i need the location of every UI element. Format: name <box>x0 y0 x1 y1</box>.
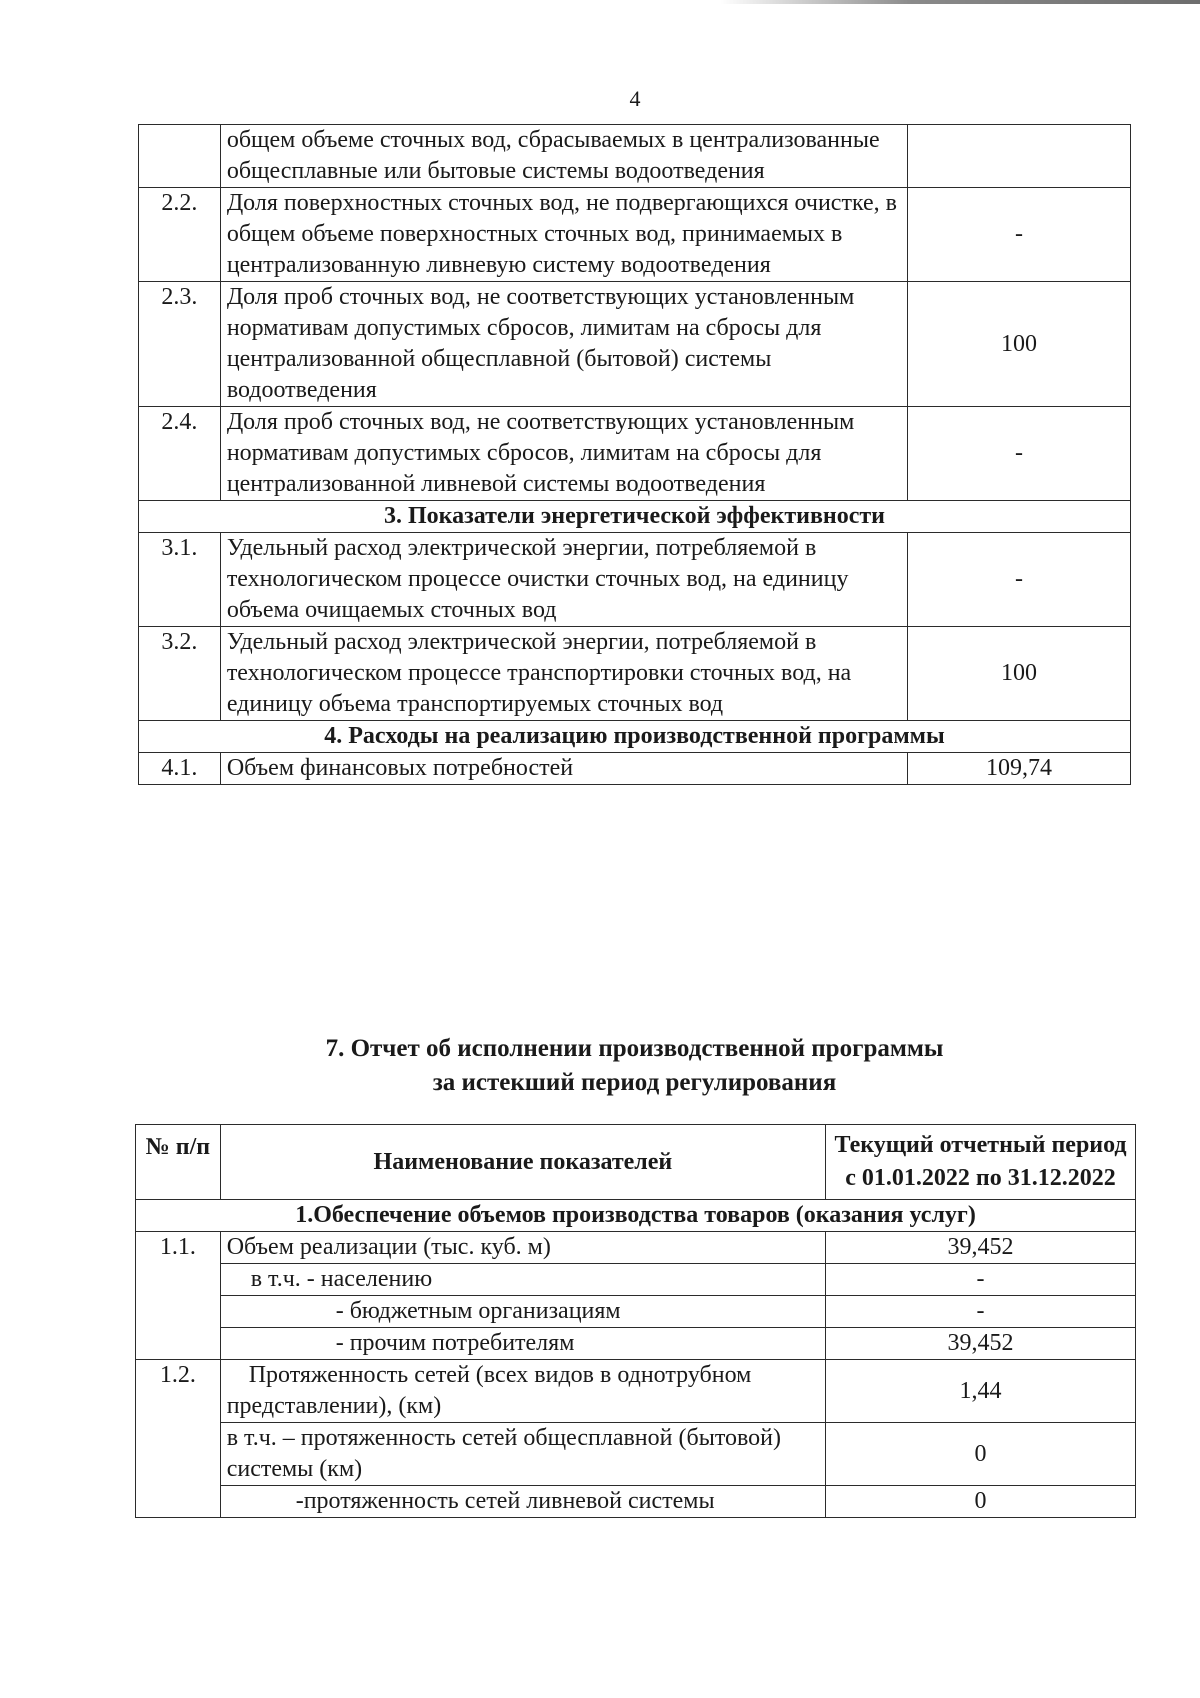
row-value: 100 <box>908 627 1131 721</box>
row-name: Объем реализации (тыс. куб. м) <box>220 1232 825 1264</box>
section-title: 4. Расходы на реализацию производственной программы <box>139 721 1131 753</box>
table-row <box>139 125 1131 188</box>
row-number: 2.4. <box>139 407 221 501</box>
section-row <box>136 1200 1136 1232</box>
table-row <box>136 1328 1136 1360</box>
row-name: Протяженность сетей (всех видов в однотрубном представлении), (км) <box>220 1360 825 1423</box>
row-number: 1.2. <box>136 1360 221 1518</box>
row-value: - <box>826 1264 1136 1296</box>
row-value: 100 <box>908 282 1131 407</box>
row-number: 4.1. <box>139 753 221 785</box>
row-value: 0 <box>826 1486 1136 1518</box>
row-name: Доля проб сточных вод, не соответствующих установленным нормативам допустимых сбросов, лимитам на сбросы для централизованной общесплавной (бытовой) системы водоотведения <box>220 282 907 407</box>
section-row <box>139 501 1131 533</box>
scan-edge-mark <box>720 0 1200 4</box>
table-row <box>136 1486 1136 1518</box>
row-value: - <box>908 188 1131 282</box>
table-row <box>136 1296 1136 1328</box>
table-row <box>139 407 1131 501</box>
header-number: № п/п <box>136 1125 221 1200</box>
row-value <box>908 125 1131 188</box>
table-row <box>136 1264 1136 1296</box>
page-number: 4 <box>629 86 641 111</box>
row-value: 109,74 <box>908 753 1131 785</box>
header-period: Текущий отчетный период с 01.01.2022 по 31.12.2022 <box>826 1125 1136 1200</box>
row-value: 39,452 <box>826 1328 1136 1360</box>
row-value: 39,452 <box>826 1232 1136 1264</box>
header-row <box>136 1125 1136 1200</box>
report-table <box>135 1124 1136 1518</box>
row-number: 2.2. <box>139 188 221 282</box>
table-row <box>136 1423 1136 1486</box>
row-number: 3.2. <box>139 627 221 721</box>
row-name: - бюджетным организациям <box>220 1296 825 1328</box>
row-name: Объем финансовых потребностей <box>220 753 907 785</box>
row-value: 1,44 <box>826 1360 1136 1423</box>
table-row <box>136 1232 1136 1264</box>
header-name: Наименование показателей <box>220 1125 825 1200</box>
row-name: -протяженность сетей ливневой системы <box>220 1486 825 1518</box>
table-row <box>139 188 1131 282</box>
row-name: Удельный расход электрической энергии, потребляемой в технологическом процессе очистки сточных вод, на единицу объема очищаемых сточных вод <box>220 533 907 627</box>
table-row <box>139 282 1131 407</box>
row-name: Доля поверхностных сточных вод, не подвергающихся очистке, в общем объеме поверхностных сточных вод, принимаемых в централизованную ливневую систему водоотведения <box>220 188 907 282</box>
section-7-heading <box>138 1032 1131 1100</box>
section-title: 3. Показатели энергетической эффективности <box>139 501 1131 533</box>
heading-line: за истекший период регулирования <box>432 1069 837 1096</box>
section-row <box>139 721 1131 753</box>
row-value: - <box>908 533 1131 627</box>
table-row <box>139 627 1131 721</box>
table-row <box>139 753 1131 785</box>
table-row <box>136 1360 1136 1423</box>
row-name: общем объеме сточных вод, сбрасываемых в централизованные общесплавные или бытовые системы водоотведения <box>220 125 907 188</box>
heading-line: 7. Отчет об исполнении производственной программы <box>325 1035 944 1062</box>
row-name: в т.ч. - населению <box>220 1264 825 1296</box>
row-name: Удельный расход электрической энергии, потребляемой в технологическом процессе транспортировки сточных вод, на единицу объема транспортируемых сточных вод <box>220 627 907 721</box>
section-title: 1.Обеспечение объемов производства товаров (оказания услуг) <box>136 1200 1136 1232</box>
row-name: - прочим потребителям <box>220 1328 825 1360</box>
row-value: 0 <box>826 1423 1136 1486</box>
row-name: Доля проб сточных вод, не соответствующих установленным нормативам допустимых сбросов, лимитам на сбросы для централизованной ливневой системы водоотведения <box>220 407 907 501</box>
row-number: 3.1. <box>139 533 221 627</box>
row-number: 2.3. <box>139 282 221 407</box>
row-name: в т.ч. – протяженность сетей общесплавной (бытовой) системы (км) <box>220 1423 825 1486</box>
indicators-table-continued <box>138 124 1131 785</box>
row-number: 1.1. <box>136 1232 221 1360</box>
row-value: - <box>826 1296 1136 1328</box>
table-row <box>139 533 1131 627</box>
row-number <box>139 125 221 188</box>
row-value: - <box>908 407 1131 501</box>
